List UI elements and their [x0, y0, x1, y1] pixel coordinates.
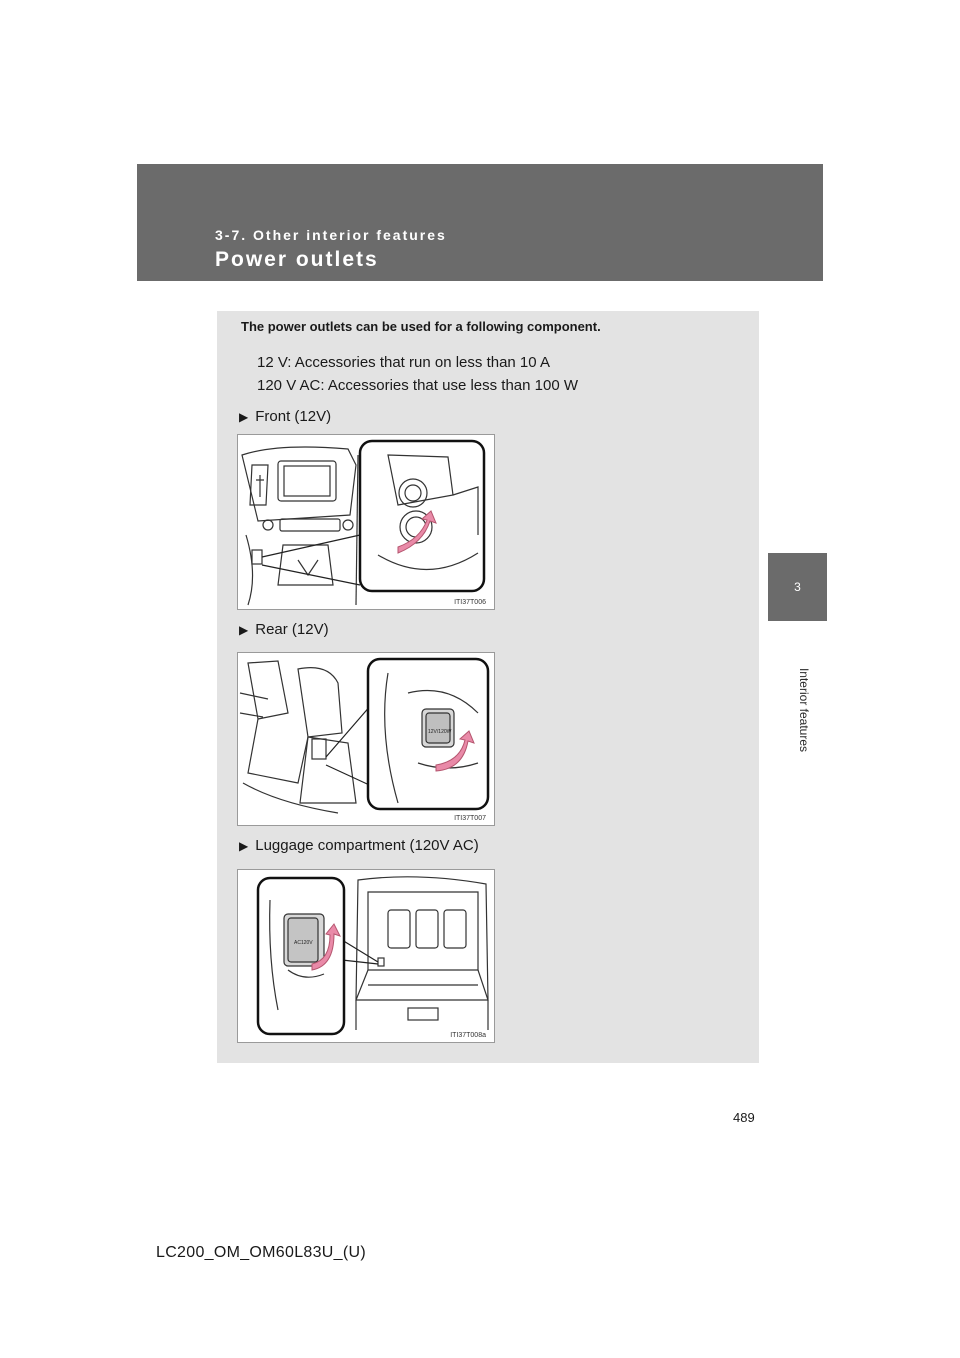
chapter-label: Interior features — [797, 667, 811, 753]
page-number: 489 — [733, 1110, 755, 1125]
document-footer: LC200_OM_OM60L83U_(U) — [156, 1244, 366, 1261]
section-front — [239, 408, 331, 425]
figure-front-outlet — [237, 434, 495, 610]
chapter-tab[interactable] — [768, 553, 827, 621]
intro-text: The power outlets can be used for a following component. — [241, 319, 601, 334]
bullet-arrow-icon: ▶ — [239, 409, 249, 424]
section-rear — [239, 621, 329, 638]
section-header — [137, 164, 823, 281]
figure-code: ITI37T007 — [454, 815, 486, 822]
luggage-outlet-illustration — [238, 870, 494, 1042]
bullet-arrow-icon: ▶ — [239, 838, 249, 853]
bullet-arrow-icon: ▶ — [239, 622, 249, 637]
spec-120v: 120 V AC: Accessories that use less than 100 W — [257, 377, 579, 394]
chapter-number: 3 — [794, 580, 801, 594]
content-panel — [217, 311, 759, 1063]
svg-text:12V/120W: 12V/120W — [428, 729, 452, 735]
figure-code: ITI37T008a — [450, 1032, 486, 1039]
figure-luggage-outlet — [237, 869, 495, 1043]
svg-text:AC120V: AC120V — [294, 940, 313, 946]
spec-12v: 12 V: Accessories that run on less than 10 A — [257, 354, 550, 371]
figure-code: ITI37T006 — [454, 599, 486, 606]
section-front-label: Front (12V) — [255, 408, 332, 425]
section-luggage — [239, 837, 479, 854]
section-rear-label: Rear (12V) — [255, 621, 329, 638]
section-label: 3-7. Other interior features — [215, 227, 447, 243]
page-title: Power outlets — [215, 248, 379, 271]
rear-outlet-illustration — [238, 653, 494, 825]
front-outlet-illustration — [238, 435, 494, 609]
figure-rear-outlet — [237, 652, 495, 826]
section-luggage-label: Luggage compartment (120V AC) — [255, 837, 479, 854]
